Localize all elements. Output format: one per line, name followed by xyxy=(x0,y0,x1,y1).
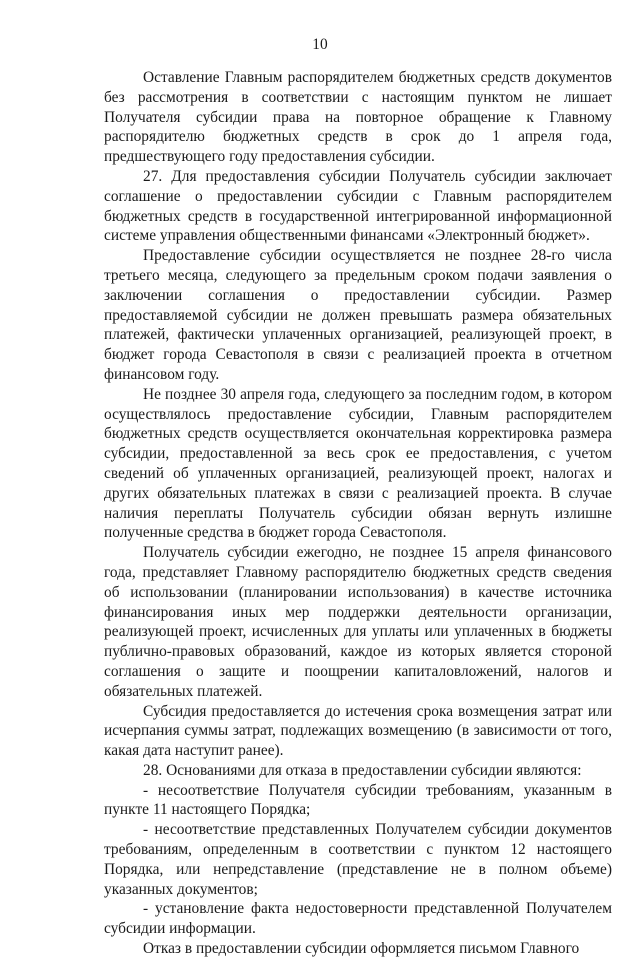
paragraph: Субсидия предоставляется до истечения срока возмещения затрат или исчерпания суммы затрат, подлежащих возмещению (в зависимости от того, какая дата наступит ранее). xyxy=(104,702,612,760)
paragraph: Не позднее 30 апреля года, следующего за последним годом, в котором осуществлялось предоставление субсидии, Главным распорядителем бюджетных средств осуществляется окончательная корректировка размера субсидии, предоставленной за весь срок ее предоставления, с учетом сведений об уплаченных организацией, реализующей проект, налогах и других обязательных платежах в связи с реализацией проекта. В случае наличия переплаты Получатель субсидии обязан вернуть излишне полученные средства в бюджет города Севастополя. xyxy=(104,385,612,542)
list-item: - несоответствие Получателя субсидии требованиям, указанным в пункте 11 настоящего Порядка; xyxy=(104,781,612,819)
paragraph: Оставление Главным распорядителем бюджетных средств документов без рассмотрения в соответствии с настоящим пунктом не лишает Получателя субсидии права на повторное обращение к Главному распорядителю бюджетных средств в срок до 1 апреля года, предшествующего году предоставления субсидии. xyxy=(104,69,612,166)
list-item: - несоответствие представленных Получателем субсидии документов требованиям, определенным в соответствии с пунктом 12 настоящего Порядка, или непредставление (представление не в полном объеме) указанных документов; xyxy=(104,821,612,898)
paragraph: Отказ в предоставлении субсидии оформляется письмом Главного xyxy=(143,940,580,958)
list-item: - установление факта недостоверности представленной Получателем субсидии информации. xyxy=(104,900,612,938)
paragraph-item-28: 28. Основаниями для отказа в предоставлении субсидии являются: xyxy=(143,761,582,779)
paragraph: Предоставление субсидии осуществляется не позднее 28-го числа третьего месяца, следующего за предельным сроком подачи заявления о заключении соглашения о предоставлении субсидии. Размер предоставляемой субсидии не должен превышать размера обязательных платежей, фактически уплаченных организацией, реализующей проект, в бюджет города Севастополя в связи с реализацией проекта в отчетном финансовом году. xyxy=(104,247,612,383)
page-number: 10 xyxy=(312,36,328,53)
paragraph: Получатель субсидии ежегодно, не позднее 15 апреля финансового года, представляет Главному распорядителю бюджетных средств сведения об использовании (планировании использования) в качестве источника финансирования иных мер поддержки деятельности организации, реализующей проект, исчисленных для уплаты или уплаченных в бюджеты публично-правовых образований, каждое из которых является стороной соглашения о защите и поощрении капиталовложений, налогов и обязательных платежей. xyxy=(104,544,612,700)
paragraph-item-27: 27. Для предоставления субсидии Получатель субсидии заключает соглашение о предоставлении субсидии с Главным распорядителем бюджетных средств в государственной интегрированной информационной системе управления общественными финансами «Электронный бюджет». xyxy=(104,167,612,245)
document-body xyxy=(104,68,612,959)
